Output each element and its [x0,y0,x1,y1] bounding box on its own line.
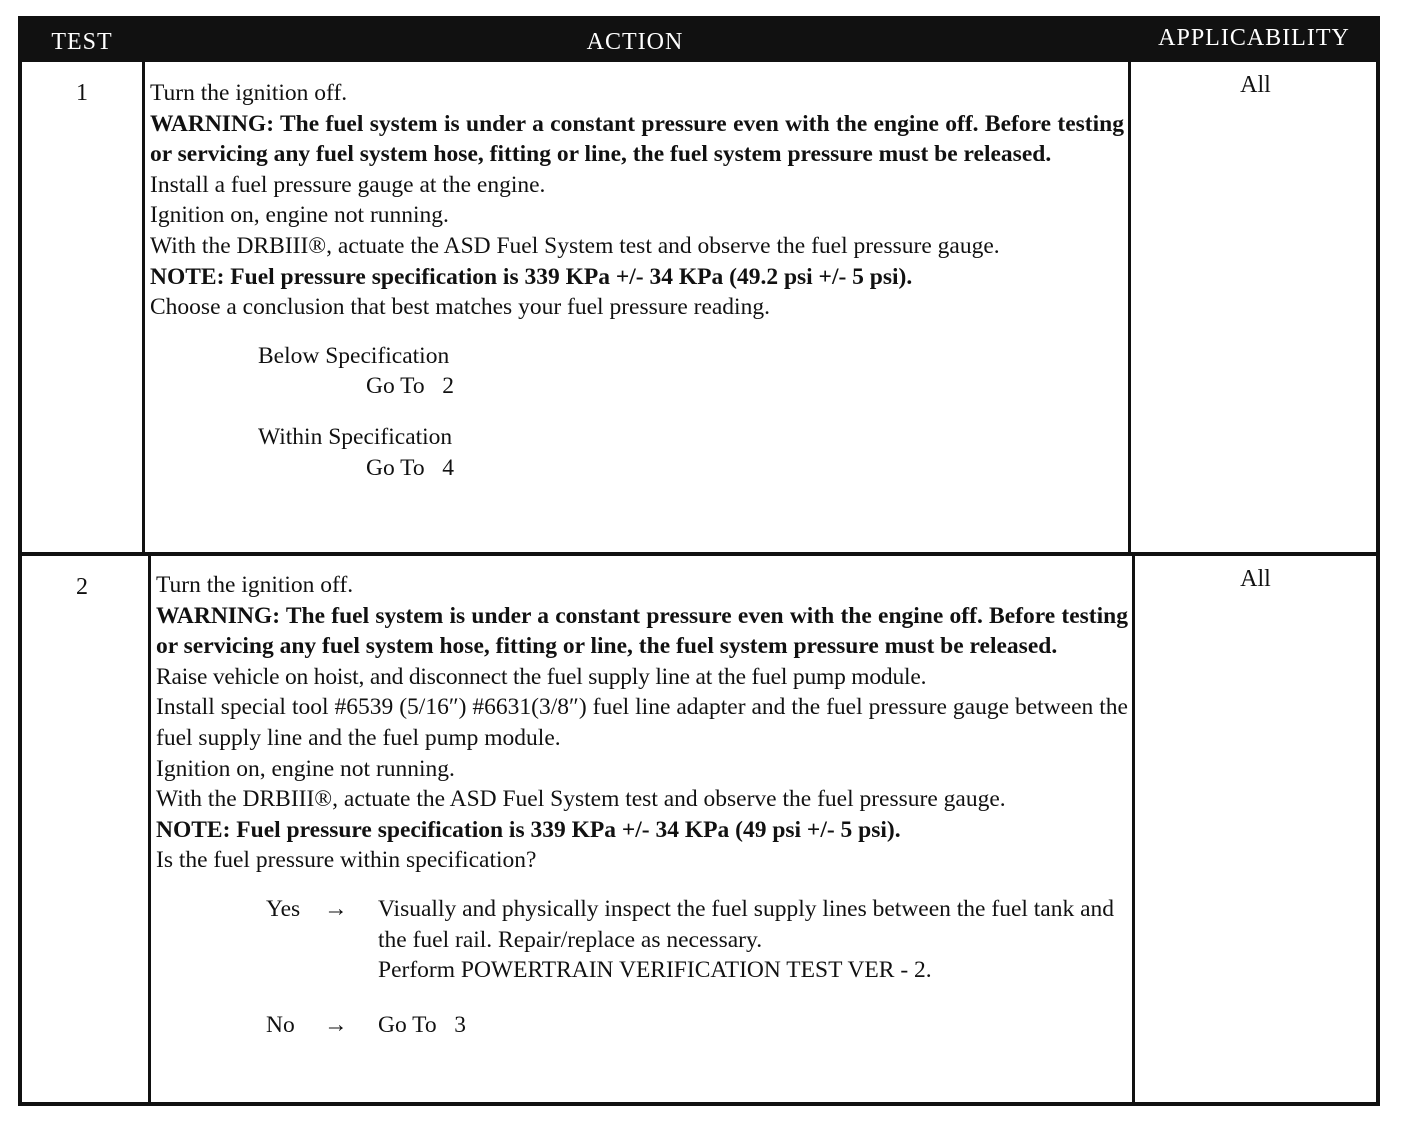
action-cell [150,78,1124,483]
no-label: No [266,1011,295,1038]
action-step: With the DRBIII®, actuate the ASD Fuel System test and observe the fuel pressure gauge. [150,232,1000,259]
table-header [22,20,1376,62]
warning-text: WARNING: The fuel system is under a constant pressure even with the engine off. Before testing or servicing any fuel system hose, fitting or line, the fuel system pressure must be released. [156,602,1128,660]
header-applicability: APPLICABILITY [1158,25,1350,51]
arrow-right-icon: → [324,895,348,922]
yes-instruction: Visually and physically inspect the fuel supply lines between the fuel tank and the fuel rail. Repair/replace as necessary. [378,895,1115,953]
column-divider [142,62,145,552]
conclusion-choices [150,341,1124,483]
yes-no-outcomes [156,894,1128,1040]
column-divider [1128,62,1131,552]
no-goto: Go To 3 [378,1011,467,1038]
yes-text [378,894,1128,986]
applicability-value: All [1240,72,1271,98]
yes-outcome [156,894,1128,986]
applicability-value: All [1240,566,1271,592]
action-step: Is the fuel pressure within specification? [156,847,537,874]
choice-within-label: Within Specification [258,423,453,450]
column-divider [1132,556,1135,1106]
action-step: Turn the ignition off. [156,572,354,598]
action-step: Ignition on, engine not running. [150,202,449,229]
choice-below-goto: Go To 2 [366,373,455,400]
action-step: With the DRBIII®, actuate the ASD Fuel System test and observe the fuel pressure gauge. [156,786,1006,813]
column-divider [148,556,151,1106]
table-row [22,62,1376,552]
yes-verification: Perform POWERTRAIN VERIFICATION TEST VER - 2. [378,957,932,984]
diagnostic-table [18,16,1380,1106]
action-cell [156,570,1128,1040]
warning-text: WARNING: The fuel system is under a constant pressure even with the engine off. Before testing or servicing any fuel system hose, fitting or line, the fuel system pressure must be released. [150,110,1124,168]
table-row [22,552,1376,1106]
choice-below-label: Below Specification [258,342,450,369]
action-step: Ignition on, engine not running. [156,755,455,782]
note-text: NOTE: Fuel pressure specification is 339 KPa +/- 34 KPa (49 psi +/- 5 psi). [156,816,901,843]
note-text: NOTE: Fuel pressure specification is 339 KPa +/- 34 KPa (49.2 psi +/- 5 psi). [150,263,913,290]
test-number: 2 [76,574,88,600]
test-number: 1 [76,80,88,106]
choice-within-goto: Go To 4 [366,454,455,481]
action-step: Raise vehicle on hoist, and disconnect the fuel supply line at the fuel pump module. [156,663,927,690]
header-test: TEST [51,29,113,55]
no-outcome [156,1010,1128,1041]
action-step: Install a fuel pressure gauge at the engine. [150,171,546,198]
action-step: Choose a conclusion that best matches your fuel pressure reading. [150,294,770,321]
header-action: ACTION [586,29,684,55]
action-step: Install special tool #6539 (5/16″) #6631(3/8″) fuel line adapter and the fuel pressure gauge between the fuel supply line and the fuel pump module. [156,694,1128,751]
arrow-right-icon: → [324,1011,348,1038]
action-step: Turn the ignition off. [150,80,348,106]
yes-label: Yes [266,895,301,922]
